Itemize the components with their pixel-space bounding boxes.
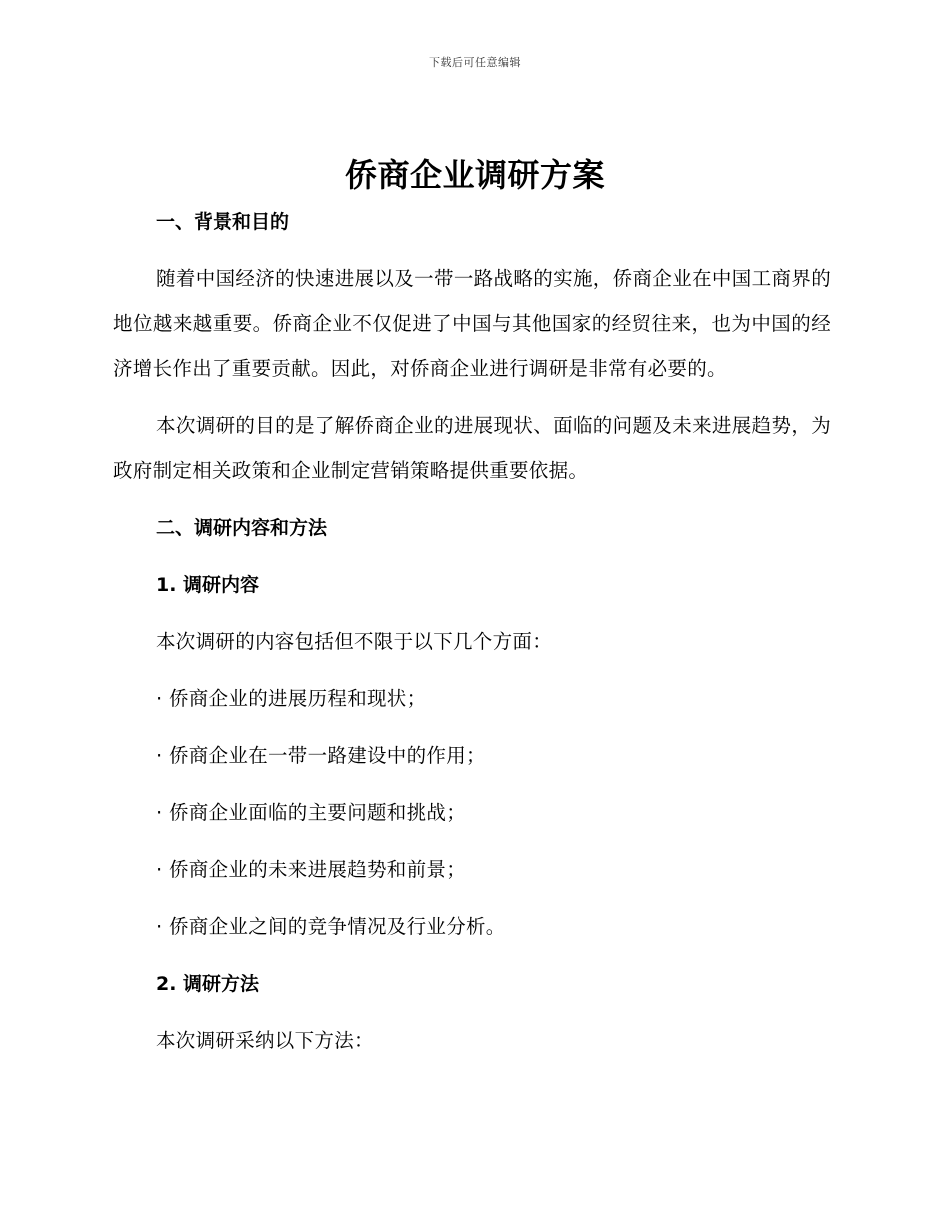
list-item: · 侨商企业面临的主要问题和挑战；	[156, 801, 466, 824]
list-item: · 侨商企业的未来进展趋势和前景；	[156, 858, 466, 881]
content-intro: 本次调研的内容包括但不限于以下几个方面：	[156, 630, 553, 653]
list-item: · 侨商企业的进展历程和现状；	[156, 687, 427, 710]
page-header: 下载后可任意编辑	[429, 56, 521, 69]
subsection-heading-content: 1. 调研内容	[156, 574, 260, 596]
paragraph-purpose: 本次调研的目的是了解侨商企业的进展现状、面临的问题及未来进展趋势，为政府制定相关政策和企业制定营销策略提供重要依据。	[113, 414, 831, 482]
section-heading-content-method: 二、调研内容和方法	[156, 517, 328, 539]
section-heading-background: 一、背景和目的	[156, 211, 290, 233]
list-item: · 侨商企业在一带一路建设中的作用；	[156, 744, 486, 767]
subsection-heading-method: 2. 调研方法	[156, 973, 260, 995]
document-body	[113, 200, 831, 1063]
list-item: · 侨商企业之间的竞争情况及行业分析。	[156, 915, 506, 938]
method-intro: 本次调研采纳以下方法：	[156, 1029, 374, 1052]
paragraph-background: 随着中国经济的快速进展以及一带一路战略的实施，侨商企业在中国工商界的地位越来越重要。侨商企业不仅促进了中国与其他国家的经贸往来，也为中国的经济增长作出了重要贡献。因此，对侨商企业进行调研是非常有必要的。	[113, 267, 831, 380]
document-title: 侨商企业调研方案	[344, 156, 605, 194]
